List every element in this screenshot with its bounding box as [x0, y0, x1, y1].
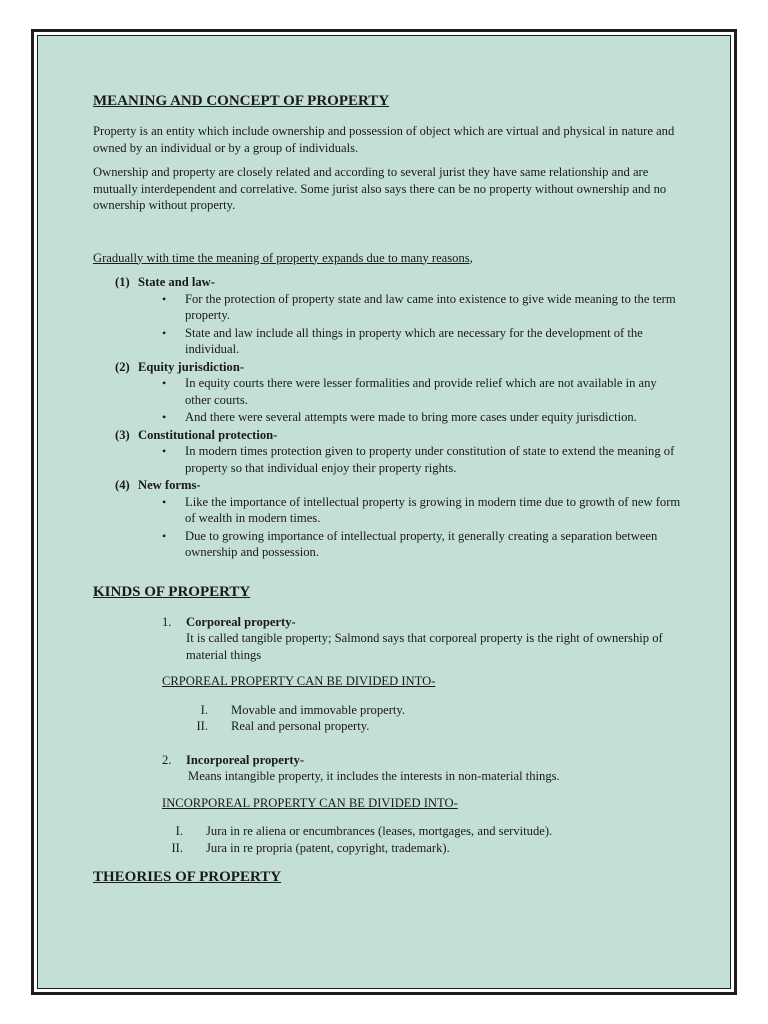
incorporeal-division-list [171, 823, 683, 856]
page-background [37, 35, 731, 989]
bullet-icon: • [162, 494, 167, 509]
section-title: Constitutional protection- [138, 427, 278, 442]
paragraph-ownership-relation: Ownership and property are closely related and according to several jurist they have same relationship and are mutually interdependent and correlative. Some jurist also says there can be no property without ownership and no ownership without property. [93, 165, 667, 212]
section-state-and-law [115, 274, 683, 358]
list-item: I. Movable and immovable property. [200, 702, 406, 717]
section-number: (4) [115, 478, 130, 492]
list-item: II. Jura in re propria (patent, copyright, trademark). [171, 840, 450, 855]
bullet-list [161, 291, 683, 358]
bullet-icon: • [162, 444, 167, 458]
list-item: II. Real and personal property. [196, 719, 370, 733]
kind-description: Means intangible property, it includes the interests in non-material things. [188, 769, 560, 783]
section-constitutional-protection [115, 427, 683, 477]
section-equity-jurisdiction [115, 359, 683, 426]
roman-numeral: II. [196, 719, 208, 733]
roman-numeral: I. [175, 824, 183, 838]
list-item: • And there were several attempts were made to bring more cases under equity jurisdiction. [162, 410, 637, 424]
kind-number: 1. [162, 614, 172, 629]
list-item: • For the protection of property state and law came into existence to give wide meaning to the term property. [162, 291, 676, 322]
heading-meaning-concept: MEANING AND CONCEPT OF PROPERTY [93, 93, 390, 109]
kind-number: 2. [162, 752, 172, 767]
kind-incorporeal [162, 752, 683, 785]
list-item: • In equity courts there were lesser formalities and provide relief which are not available in any other courts. [162, 376, 657, 407]
bullet-icon: • [162, 376, 167, 390]
section-new-forms [115, 477, 683, 561]
bullet-icon: • [162, 291, 167, 306]
section-title: New forms- [138, 478, 201, 492]
section-title: State and law- [138, 275, 215, 289]
gradually-line: Gradually with time the meaning of property expands due to many reasons, [93, 250, 473, 265]
paragraph-property-definition: Property is an entity which include ownership and possession of object which are virtual and physical in nature and owned by an individual or by a group of individuals. [93, 124, 675, 155]
kind-title: Corporeal property- [186, 614, 296, 629]
list-item: • In modern times protection given to property under constitution of state to extend the meaning of property so that individual enjoy their property rights. [162, 444, 675, 475]
bullet-list [161, 375, 683, 426]
roman-numeral: II. [171, 840, 183, 855]
section-number: (1) [115, 275, 130, 289]
kind-corporeal [162, 614, 683, 664]
incorporeal-divided-heading: INCORPOREAL PROPERTY CAN BE DIVIDED INTO- [162, 795, 458, 810]
heading-kinds-of-property: KINDS OF PROPERTY [93, 583, 251, 600]
kind-title: Incorporeal property- [186, 752, 305, 767]
bullet-icon: • [162, 410, 167, 424]
bullet-list [161, 494, 683, 561]
list-item: • Due to growing importance of intellectual property, it generally creating a separation between ownership and possession. [162, 528, 658, 559]
list-item: • State and law include all things in property which are necessary for the development of the individual. [162, 325, 643, 356]
list-item: • Like the importance of intellectual property is growing in modern time due to growth of new form of wealth in modern times. [162, 494, 681, 525]
kind-description: It is called tangible property; Salmond says that corporeal property is the right of ownership of material things [186, 631, 663, 662]
bullet-icon: • [162, 325, 167, 340]
list-item: I. Jura in re aliena or encumbrances (leases, mortgages, and servitude). [175, 824, 553, 838]
section-title: Equity jurisdiction- [138, 359, 245, 374]
corporeal-division-list [196, 702, 683, 735]
roman-numeral: I. [200, 702, 208, 717]
heading-theories-of-property: THEORIES OF PROPERTY [93, 869, 282, 885]
corporeal-divided-heading: CRPOREAL PROPERTY CAN BE DIVIDED INTO- [162, 674, 436, 688]
bullet-icon: • [162, 528, 167, 543]
document-page [31, 29, 737, 995]
document-body [93, 92, 683, 899]
bullet-list [161, 443, 683, 476]
section-number: (3) [115, 427, 130, 442]
section-number: (2) [115, 359, 130, 374]
